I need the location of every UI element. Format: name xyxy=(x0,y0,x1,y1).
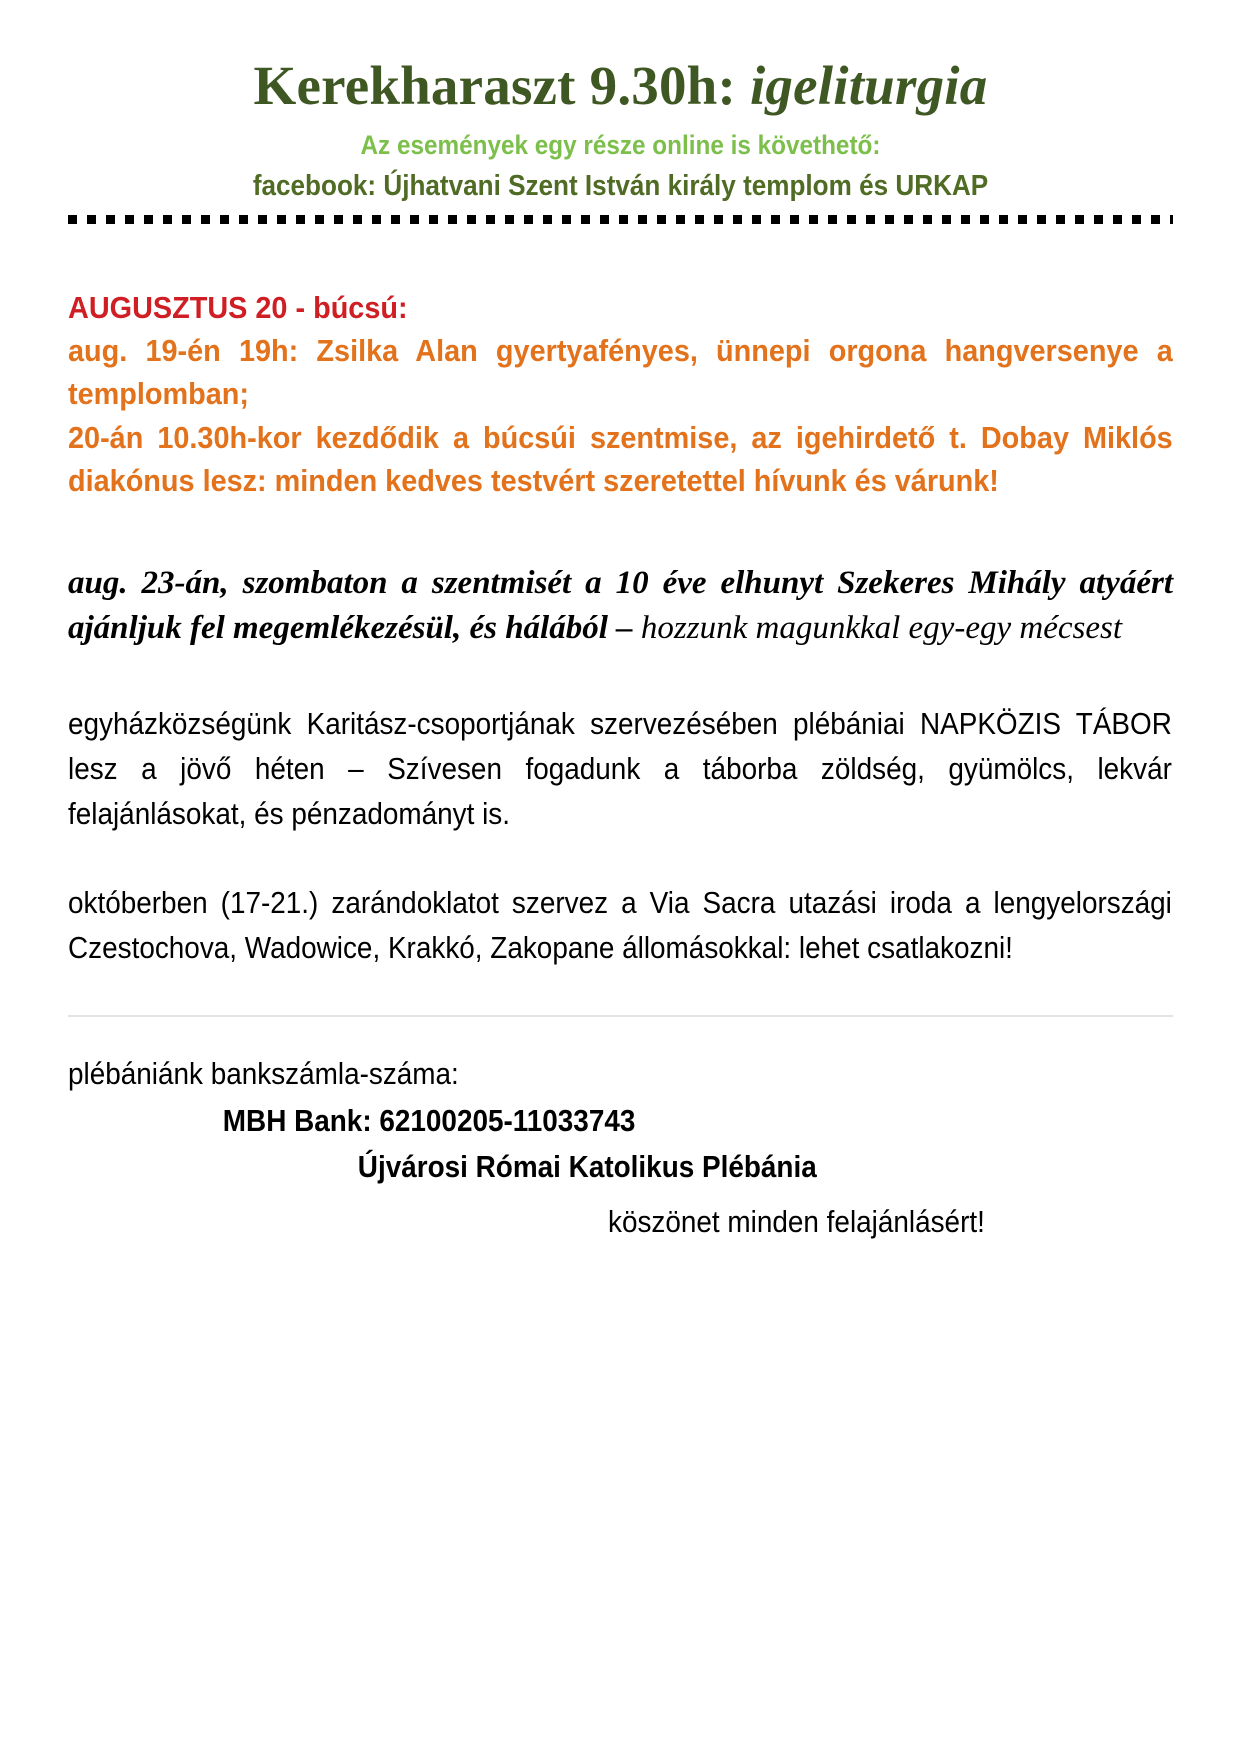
dotted-divider xyxy=(68,215,1173,224)
feast-line-1: aug. 19-én 19h: Zsilka Alan gyertyafényes, ünnepi orgona hangversenye a templomban; xyxy=(68,333,1173,412)
page-title-main: Kerekharaszt 9.30h: xyxy=(253,55,750,116)
feast-heading-paragraph xyxy=(68,286,1173,329)
memorial-bold-text: aug. 23-án, szombaton a szentmisét a 10 éve elhunyt Szekeres Mihály atyáért ajánljuk fel megemlékezésül, és hálából – xyxy=(68,564,1173,646)
page-title-italic: igeliturgia xyxy=(749,55,988,116)
subtitle-online: Az események egy része online is követhető: xyxy=(360,130,881,161)
subtitle-facebook: facebook: Újhatvani Szent István király templom és URKAP xyxy=(252,170,989,203)
feast-heading: AUGUSZTUS 20 - búcsú: xyxy=(68,289,408,325)
thanks-note: köszönet minden felajánlásért! xyxy=(608,1203,985,1239)
camp-block xyxy=(68,702,1172,837)
memorial-block xyxy=(68,503,1173,651)
bank-account-number: MBH Bank: 62100205-11033743 xyxy=(222,1102,636,1138)
bank-details-block xyxy=(68,1017,1172,1245)
memorial-paragraph xyxy=(68,561,1173,651)
memorial-regular-text: hozzunk magunkkal egy-egy mécsest xyxy=(640,609,1122,646)
feast-line-2: 20-án 10.30h-kor kezdődik a búcsúi szentmise, az igehirdető t. Dobay Miklós diakónus lesz: minden kedves testvért szeretettel hívunk és várunk! xyxy=(68,419,1173,499)
page-title xyxy=(68,0,1173,115)
feast-announcement-block xyxy=(68,224,1173,503)
parish-name: Újvárosi Római Katolikus Plébánia xyxy=(357,1149,817,1185)
spacer xyxy=(68,837,1173,881)
bank-intro-label: plébániánk bankszámla-száma: xyxy=(68,1056,459,1092)
spacer xyxy=(68,650,1173,702)
camp-paragraph: egyházközségünk Karitász-csoportjának szervezésében plébániai NAPKÖZIS TÁBOR lesz a jövő héten – Szívesen fogadunk a táborba zöldség, gyümölcs, lekvár felajánlásokat, és pénzadományt is. xyxy=(68,706,1172,832)
pilgrimage-block xyxy=(68,881,1172,971)
pilgrimage-paragraph: októberben (17-21.) zarándoklatot szervez a Via Sacra utazási iroda a lengyelországi Czestochova, Wadowice, Krakkó, Zakopane állomásokkal: lehet csatlakozni! xyxy=(68,885,1172,966)
